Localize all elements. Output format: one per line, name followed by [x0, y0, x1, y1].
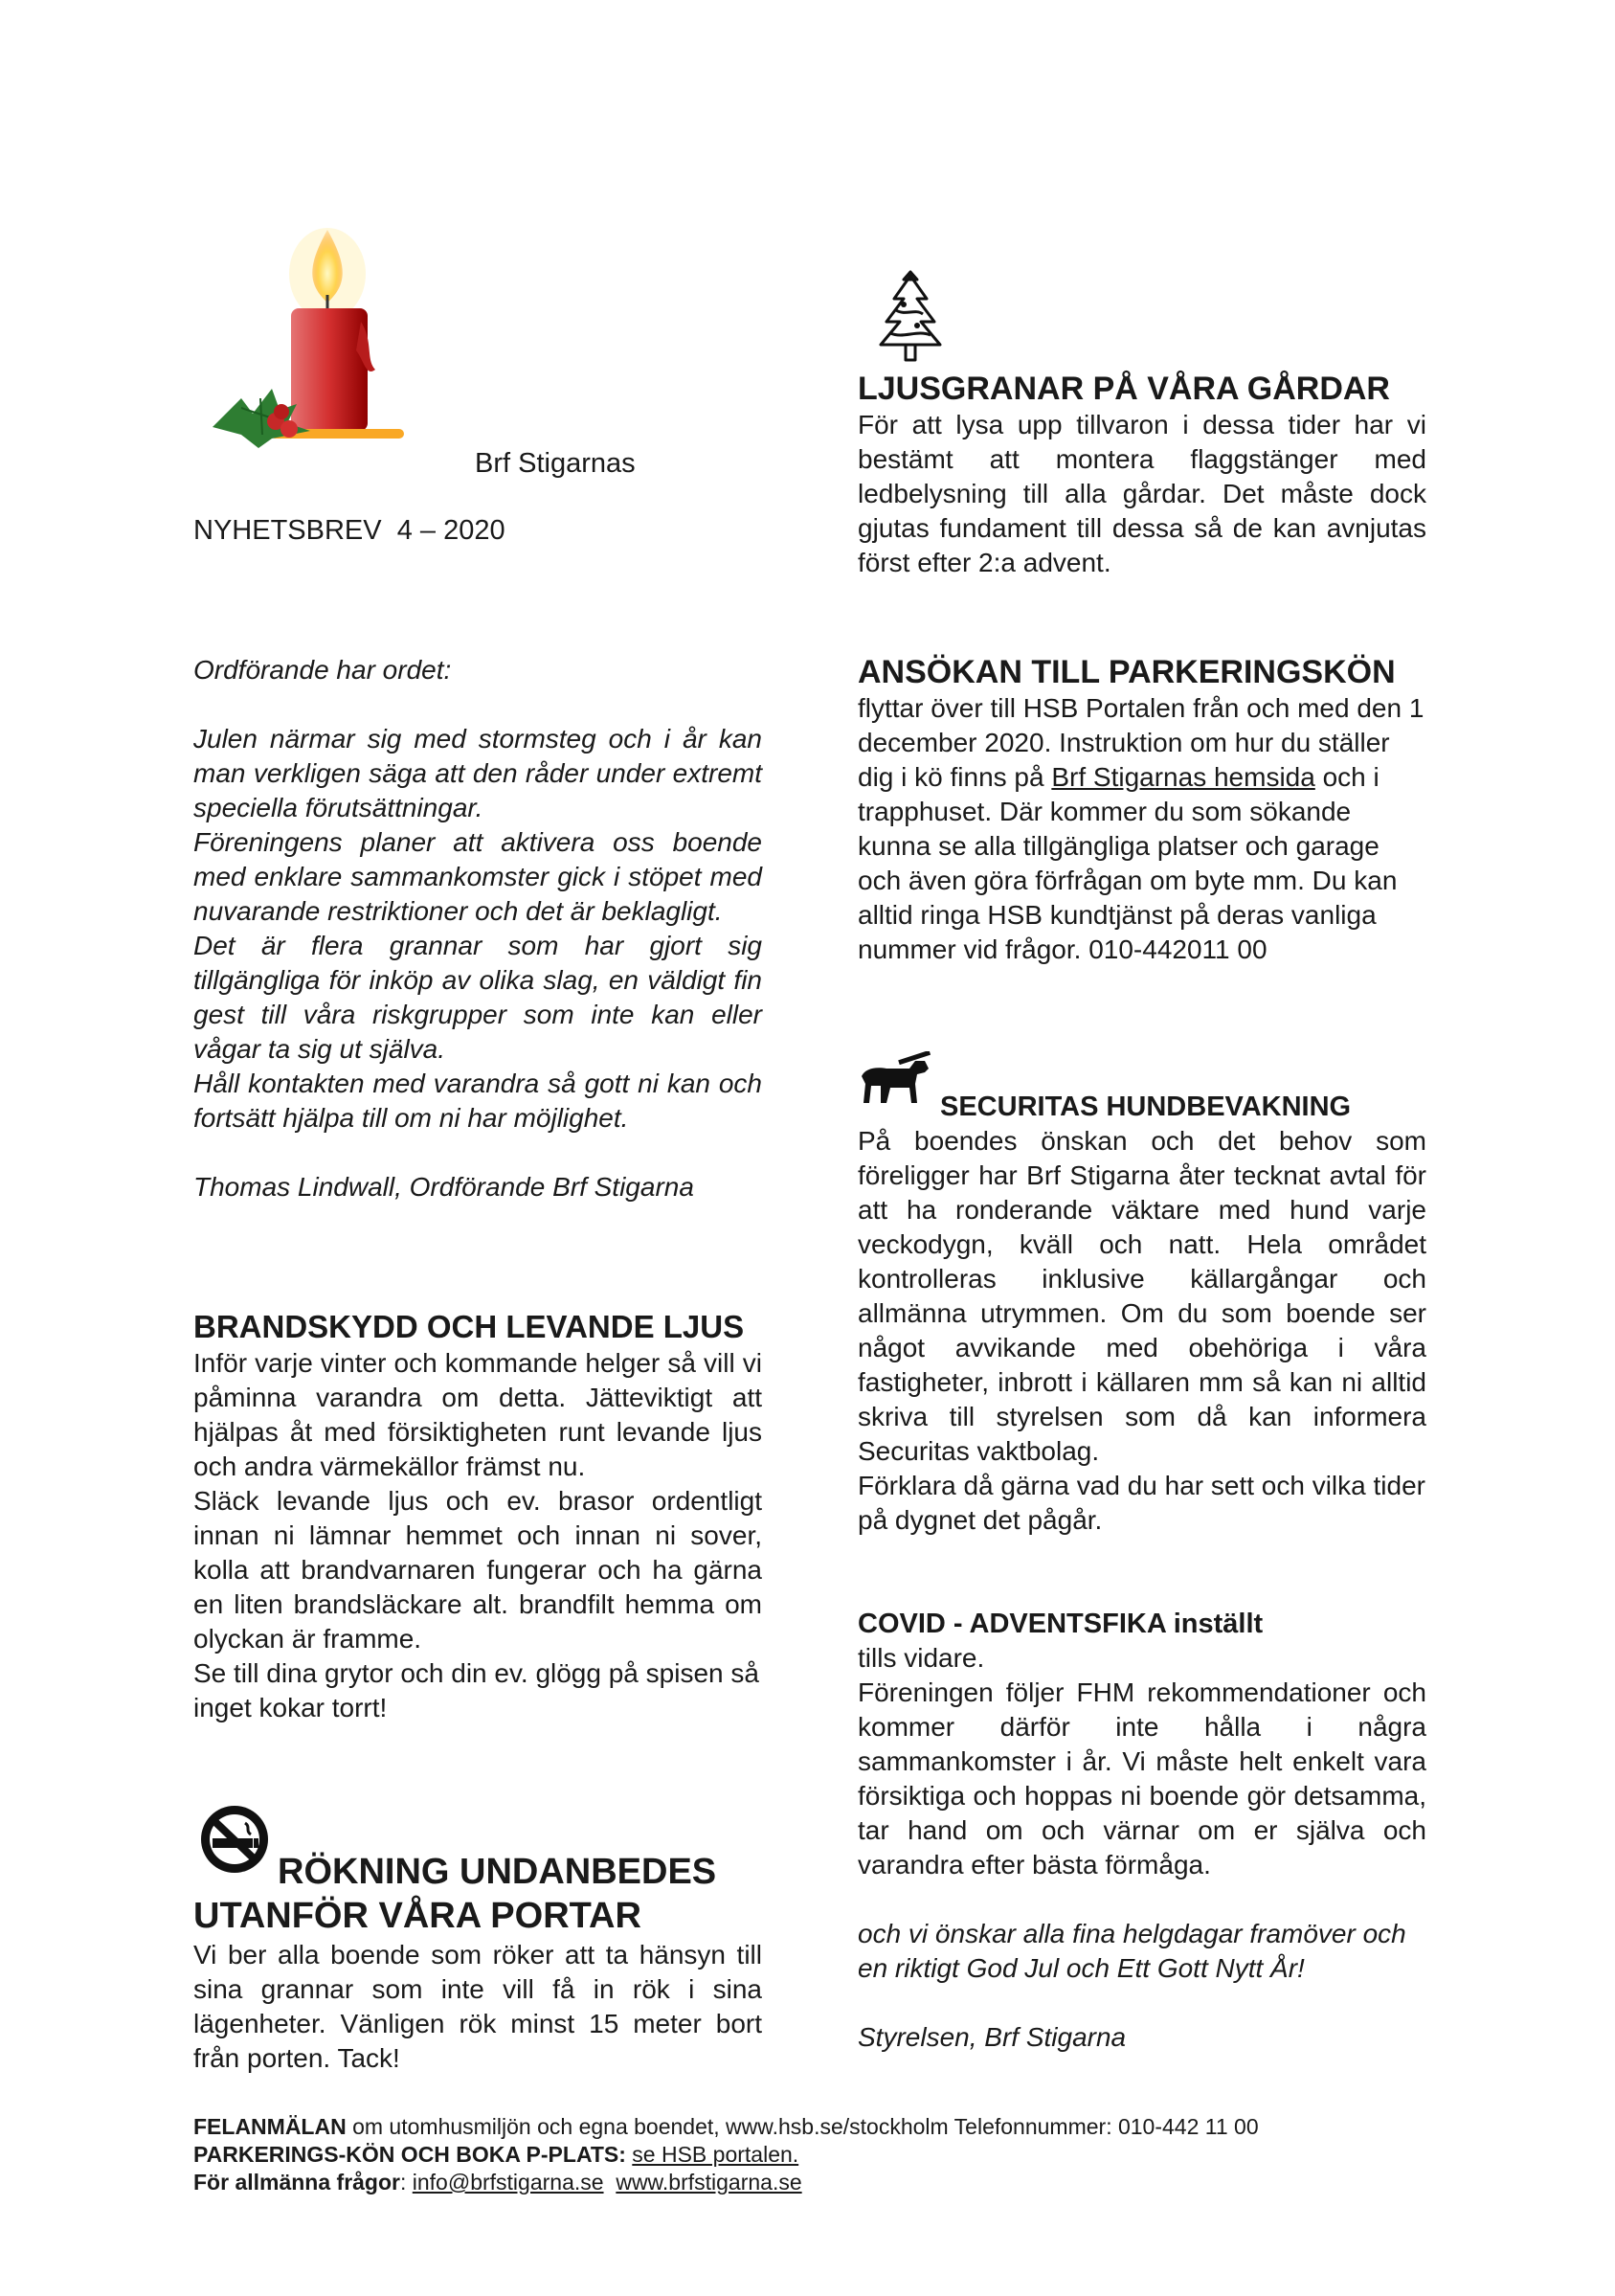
parking-body [858, 691, 1426, 967]
parking-text: och i trapphuset. Där kommer du som sökande kunna se alla tillgängliga platser och garage och även göra förfrågan om byte mm. Du kan alltid ringa HSB kundtjänst på deras vanliga nummer vid frågor. 010-442011 00 [858, 762, 1398, 964]
fire-section [193, 1308, 762, 1725]
covid-body: Föreningen följer FHM rekommendationer och kommer därför inte hålla i några sammankomster i år. Vi måste helt enkelt vara försiktiga och hoppas ni boende gör detsamma, tar hand om och värnar om er själva och varandra efter bästa förmåga. [858, 1677, 1426, 1880]
chair-signature: Thomas Lindwall, Ordförande Brf Stigarna [193, 1172, 694, 1202]
footer-text: : [399, 2170, 413, 2195]
smoking-title: RÖKNING UNDANBEDES [278, 1852, 717, 1892]
lights-section [858, 370, 1426, 580]
newsletter-brand: Brf Stigarnas [475, 448, 636, 479]
footer-line [193, 2169, 1438, 2196]
footer-line [193, 2141, 1438, 2169]
email-link[interactable]: info@brfstigarna.se [412, 2170, 604, 2195]
securitas-section [858, 1090, 1426, 1538]
fire-paragraph: Se till dina grytor och din ev. glögg på spisen så inget kokar torrt! [193, 1658, 759, 1722]
footer-label: PARKERINGS-KÖN OCH BOKA P-PLATS: [193, 2142, 626, 2167]
hemsida-link[interactable]: Brf Stigarnas hemsida [1051, 762, 1315, 792]
smoking-body: Vi ber alla boende som röker att ta hänsyn till sina grannar som inte vill få in rök i sina lägenheter. Vänligen rök minst 15 meter bort från porten. Tack! [193, 1940, 762, 2073]
parking-text: flyttar över till HSB Portalen från och med den 1 december 2020. Instruktion om hur du ställer dig i kö finns på [858, 693, 1424, 792]
fire-paragraph: Inför varje vinter och kommande helger så vill vi påminna varandra om detta. Jätteviktigt att hjälpas åt med försiktigheten runt levande ljus och andra värmekällor främst nu. [193, 1348, 762, 1481]
securitas-body: Förklara då gärna vad du har sett och vilka tider på dygnet det pågår. [858, 1471, 1425, 1535]
securitas-body: På boendes önskan och det behov som föreligger har Brf Stigarna åter tecknat avtal för att ha ronderande väktare med hund varje veckodygn, kväll och natt. Hela området kontrolleras inklusive källargångar och allmänna utrymmen. Om du som boende ser något avvikande med obehöriga i våra fastigheter, inbrott i källaren mm så kan ni alltid skriva till styrelsen som då kan informera Securitas vaktbolag. [858, 1126, 1426, 1466]
footer-label: FELANMÄLAN [193, 2114, 347, 2139]
covid-title: COVID - ADVENTSFIKA inställt [858, 1609, 1264, 1639]
footer-label: För allmänna frågor [193, 2170, 400, 2195]
smoking-title: UTANFÖR VÅRA PORTAR [193, 1896, 641, 1936]
lights-body: För att lysa upp tillvaron i dessa tider har vi bestämt att montera flaggstänger med ledbelysning till alla gårdar. Det måste dock gjutas fundament till dessa så de kan avnjutas först efter 2:a advent. [858, 410, 1426, 577]
chair-paragraph: Julen närmar sig med stormsteg och i år kan man verkligen säga att den råder under extremt speciella förutsättningar. [193, 724, 762, 822]
fire-paragraph: Släck levande ljus och ev. brasor ordentligt innan ni lämnar hemmet och innan ni sover, kolla att brandvarnaren fungerar och ha gärna en liten brandsläckare alt. brandfilt hemma om olyckan är framme. [193, 1486, 762, 1654]
christmas-tree-icon [875, 266, 946, 366]
parking-section [858, 653, 1426, 967]
chair-paragraph: Föreningens planer att aktivera oss boende med enklare sammankomster gick i stöpet med nuvarande restriktioner och det är beklagligt. [193, 827, 762, 926]
footer [193, 2113, 1438, 2196]
parking-title: ANSÖKAN TILL PARKERINGSKÖN [858, 654, 1396, 690]
covid-wish: och vi önskar alla fina helgdagar framöver och en riktigt God Jul och Ett Gott Nytt År! [858, 1919, 1406, 1983]
hsb-portal-link[interactable]: se HSB portalen. [632, 2142, 799, 2167]
covid-line: tills vidare. [858, 1643, 985, 1673]
chair-paragraph: Håll kontakten med varandra så gott ni kan och fortsätt hjälpa till om ni har möjlighet. [193, 1069, 762, 1133]
covid-signature: Styrelsen, Brf Stigarna [858, 2022, 1127, 2052]
chair-heading: Ordförande har ordet: [193, 655, 452, 685]
website-link[interactable]: www.brfstigarna.se [616, 2170, 802, 2195]
candle-icon [203, 226, 414, 456]
footer-text: om utomhusmiljön och egna boendet, www.hsb.se/stockholm Telefonnummer: 010-442 11 00 [346, 2114, 1259, 2139]
covid-section [858, 1607, 1426, 2055]
smoking-section [193, 1850, 768, 2076]
fire-title: BRANDSKYDD OCH LEVANDE LJUS [193, 1309, 745, 1344]
newsletter-issue: NYHETSBREV 4 – 2020 [193, 515, 505, 546]
securitas-title: SECURITAS HUNDBEVAKNING [940, 1092, 1352, 1122]
chair-paragraph: Det är flera grannar som har gjort sig tillgängliga för inköp av olika slag, en väldigt fin gest till våra riskgrupper som inte kan eller vågar ta sig ut själva. [193, 931, 762, 1064]
chair-section [193, 653, 762, 1204]
lights-title: LJUSGRANAR PÅ VÅRA GÅRDAR [858, 371, 1390, 407]
footer-line [193, 2113, 1438, 2141]
